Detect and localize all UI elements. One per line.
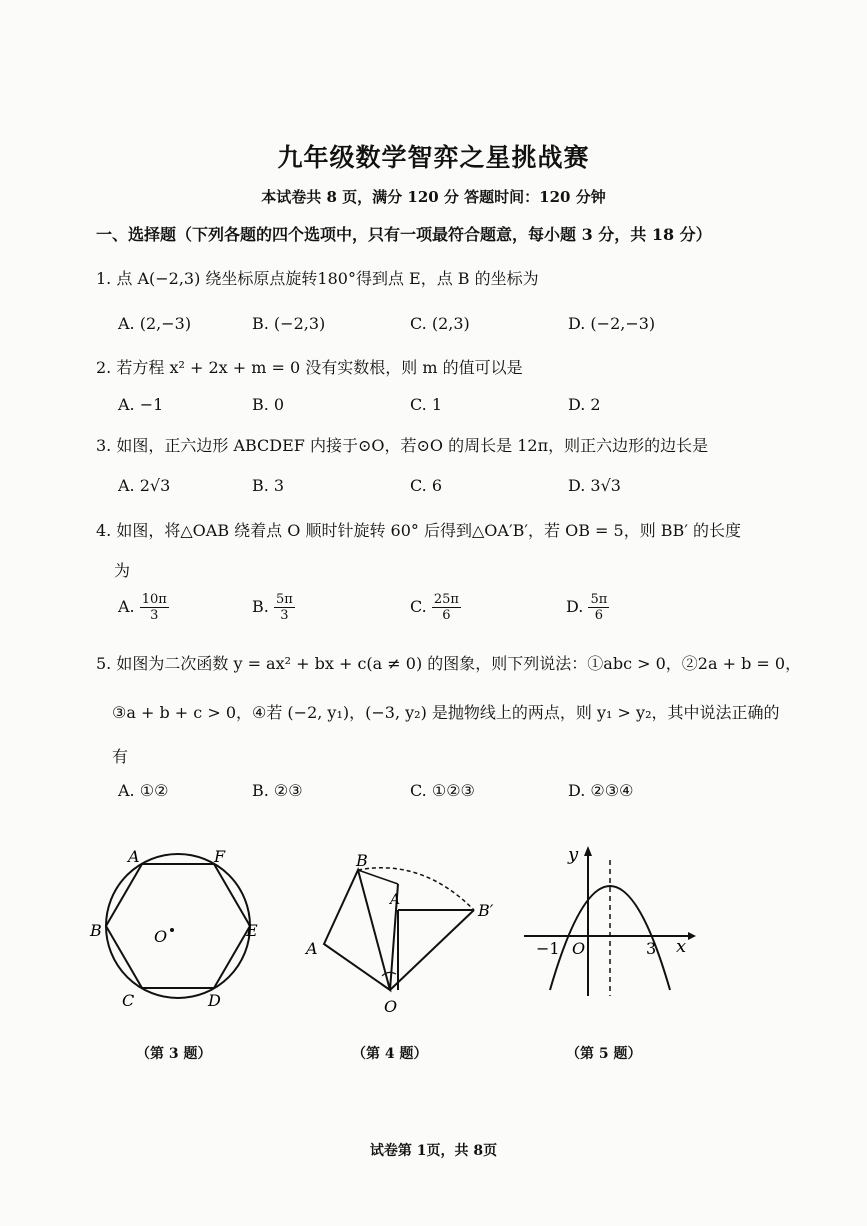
q1-option-b: B. (−2,3) <box>252 314 326 333</box>
question-4: 4. 如图，将△OAB 绕着点 O 顺时针旋转 60° 后得到△OA′B′，若 OB = 5，则 BB′ 的长度 <box>96 521 742 540</box>
section-heading: 一、选择题（下列各题的四个选项中，只有一项最符合题意，每小题 3 分，共 18 分） <box>96 225 712 244</box>
q4-a-den: 3 <box>150 608 159 623</box>
angle-arc <box>382 972 396 976</box>
q5-option-c: C. ①②③ <box>410 781 475 800</box>
q2-option-a: A. −1 <box>118 395 164 414</box>
label-o: O <box>384 997 398 1016</box>
page-footer: 试卷第 1页，共 8页 <box>369 1143 498 1159</box>
figure-3-hexagon <box>88 844 268 1012</box>
q2-option-b: B. 0 <box>252 395 285 414</box>
question-5-cont2: 有 <box>112 747 129 766</box>
q5-option-d: D. ②③④ <box>568 781 634 800</box>
q3-option-b: B. 3 <box>252 476 285 495</box>
label-a-inner: A <box>390 892 401 908</box>
hexagon-abcdef <box>106 864 250 988</box>
q4-a-num: 10π <box>141 592 167 607</box>
q2-option-c: C. 1 <box>410 395 443 414</box>
figure-5-parabola <box>520 840 700 1000</box>
q1-option-a: A. (2,−3) <box>118 314 192 333</box>
label-neg-one: −1 <box>536 939 560 958</box>
triangle-oab <box>324 870 390 990</box>
q4-c-den: 6 <box>442 608 451 623</box>
circle-o <box>106 854 250 998</box>
q4-b-num: 5π <box>275 592 293 607</box>
q4-option-c-label: C. <box>410 597 427 616</box>
label-e: E <box>246 921 258 940</box>
q1-option-d: D. (−2,−3) <box>568 314 656 333</box>
q4-option-b <box>252 592 295 623</box>
q3-option-d: D. 3√3 <box>568 476 621 495</box>
segment-o-b2 <box>390 910 474 990</box>
label-b: B <box>356 851 368 870</box>
question-5-cont: ③a + b + c > 0，④若 (−2, y₁)，(−3, y₂) 是抛物线上的两点，则 y₁ > y₂，其中说法正确的 <box>112 703 780 722</box>
q4-option-b-label: B. <box>252 597 269 616</box>
label-d: D <box>208 991 221 1010</box>
q4-option-d <box>566 592 609 623</box>
q4-b-den: 3 <box>280 608 289 623</box>
q2-option-d: D. 2 <box>568 395 601 414</box>
figure-4-caption: （第 4 题） <box>352 1046 428 1062</box>
q4-option-d-label: D. <box>566 597 584 616</box>
label-origin: O <box>572 939 586 958</box>
q3-option-a: A. 2√3 <box>118 476 171 495</box>
label-c: C <box>122 991 135 1010</box>
parabola-curve <box>550 886 670 990</box>
q4-d-num: 5π <box>590 592 608 607</box>
question-2: 2. 若方程 x² + 2x + m = 0 没有实数根，则 m 的值可以是 <box>96 358 523 377</box>
arc-bb2 <box>358 868 474 910</box>
question-3: 3. 如图，正六边形 ABCDEF 内接于⊙O，若⊙O 的周长是 12π，则正六边形的边长是 <box>96 436 709 455</box>
label-y: y <box>568 844 579 865</box>
label-x: x <box>676 936 687 957</box>
figure-5-caption: （第 5 题） <box>566 1046 642 1062</box>
label-f: F <box>214 847 226 866</box>
q4-c-num: 25π <box>433 592 459 607</box>
label-a: A <box>128 847 140 866</box>
x-axis-arrow <box>688 932 696 940</box>
page-title: 九年级数学智弈之星挑战赛 <box>277 143 590 172</box>
q5-option-b: B. ②③ <box>252 781 303 800</box>
question-4-cont: 为 <box>114 561 131 580</box>
q4-option-c <box>410 592 461 623</box>
q5-option-a: A. ①② <box>118 781 169 800</box>
y-axis-arrow <box>584 846 592 856</box>
label-three: 3 <box>646 939 657 958</box>
figure-3-caption: （第 3 题） <box>136 1046 212 1062</box>
q4-option-a <box>118 592 169 623</box>
question-5: 5. 如图为二次函数 y = ax² + bx + c(a ≠ 0) 的图象，则下列说法：①abc > 0，②2a + b = 0， <box>96 654 802 673</box>
q4-option-a-label: A. <box>118 597 135 616</box>
q3-option-c: C. 6 <box>410 476 443 495</box>
q4-d-den: 6 <box>594 608 603 623</box>
exam-info: 本试卷共 8 页，满分 120 分 答题时间：120 分钟 <box>261 188 606 206</box>
question-1: 1. 点 A(−2,3) 绕坐标原点旋转180°得到点 E，点 B 的坐标为 <box>96 269 539 288</box>
label-o: O <box>154 927 168 946</box>
figure-4-rotation <box>302 850 512 1020</box>
label-b: B <box>90 921 102 940</box>
q1-option-c: C. (2,3) <box>410 314 470 333</box>
label-b-prime: B′ <box>478 901 494 920</box>
center-dot <box>170 928 174 932</box>
label-a-outer: A <box>306 939 318 958</box>
segment-ba <box>358 870 398 884</box>
